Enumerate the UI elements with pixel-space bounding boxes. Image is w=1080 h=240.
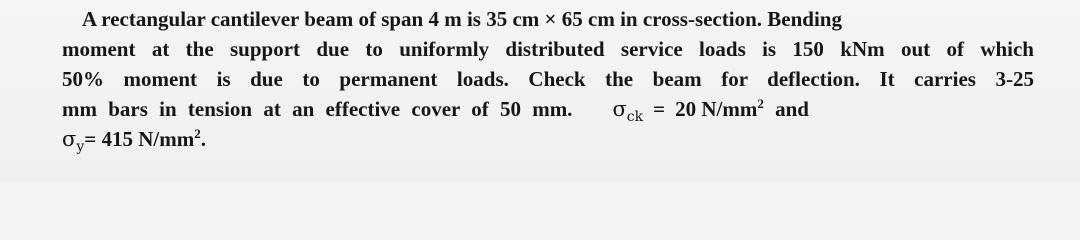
line4-text: mm bars in tension at an effective cover of 50 mm. [62,97,573,121]
problem-statement [62,4,1042,154]
line4-end: and [775,97,809,121]
problem-line-4 [62,94,1042,124]
equals-sign: = [653,97,666,121]
problem-line-5 [62,124,1042,154]
fck-value: 20 $N/mm^2$ [675,96,764,121]
fy-value: = 415 $N/mm^2$ [84,126,201,151]
sigma-y-symbol: $\sigma_y$ [62,127,85,155]
problem-line-2: moment at the support due to uniformly distributed service loads is 150 kNm out of which [62,37,1034,61]
problem-line-1: A rectangular cantilever beam of span 4 m is 35 cm × 65 cm in cross-section. Bending [82,7,842,31]
line5-end: . [200,127,206,151]
sigma-ck-symbol: $\sigma_{ck}$ [612,97,644,125]
problem-line-3: 50% moment is due to permanent loads. Check the beam for deflection. It carries 3-25 [62,67,1034,91]
